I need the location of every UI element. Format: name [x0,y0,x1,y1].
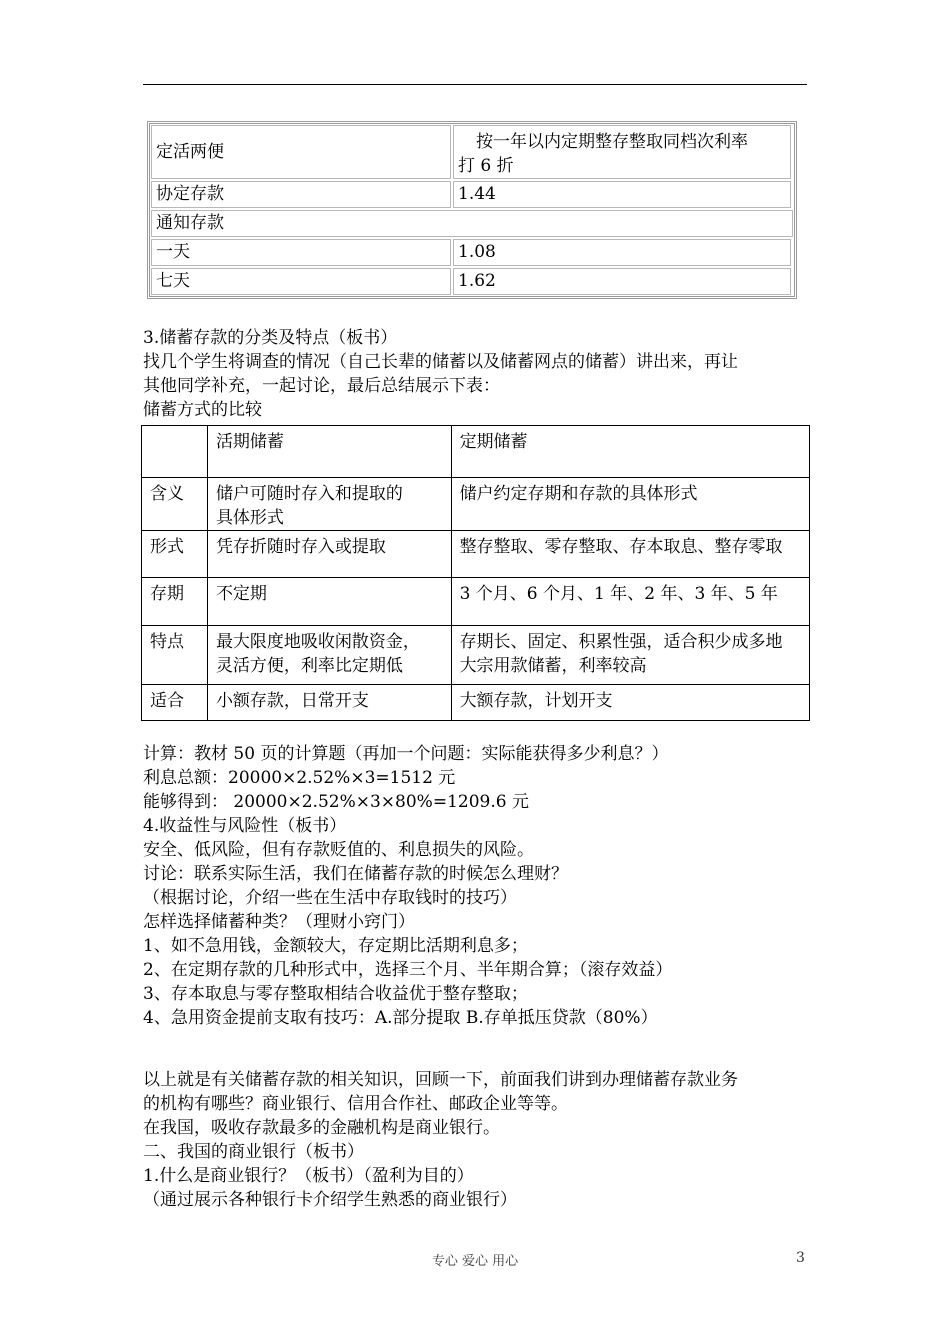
row-label: 存期 [142,578,208,626]
cell-line: 存期长、固定、积累性强，适合积少成多地 [459,632,783,652]
paragraph-line: 的机构有哪些？商业银行、信用合作社、邮政企业等等。 [143,1094,568,1114]
row-label: 特点 [142,626,208,685]
paragraph-line: 利息总额：20000×2.52%×3=1512 元 [143,768,456,788]
rate-row [150,267,794,296]
table-row [142,478,810,531]
table-row [142,626,810,685]
table-row [142,531,810,578]
cell-current [207,626,451,685]
footer-motto: 专心 爱心 用心 [431,1254,519,1269]
rate-value: 1.08 [453,239,791,266]
paragraph-line: 找几个学生将调查的情况（自己长辈的储蓄以及储蓄网点的储蓄）讲出来，再让 [143,352,738,372]
interest-rate-table [147,121,797,299]
rate-label: 协定存款 [151,181,451,208]
section3-text [143,326,813,422]
cell-line: 灵活方便，利率比定期低 [215,656,403,676]
paragraph-line: （通过展示各种银行卡介绍学生熟悉的商业银行） [143,1190,517,1210]
section-heading: 4.收益性与风险性（板书） [143,816,347,836]
page-number: 3 [796,1250,805,1266]
rate-row [150,180,794,209]
rate-row [150,209,794,238]
paragraph-line: 其他同学补充，一起讨论，最后总结展示下表： [143,376,500,396]
rate-label: 一天 [151,239,451,266]
cell-fixed: 整存整取、零存整取、存本取息、整存零取 [451,531,809,578]
rate-value: 1.62 [453,268,791,295]
rate-value [453,125,791,179]
cell-line: 储户可随时存入和提取的 [215,484,403,504]
header-cell: 活期储蓄 [207,426,451,478]
cell-fixed: 大额存款，计划开支 [451,685,809,721]
rate-value-line: 打 6 折 [458,156,514,176]
section-heading: 1.什么是商业银行？（板书）（盈利为目的） [143,1166,474,1186]
cell-fixed: 3 个月、6 个月、1 年、2 年、3 年、5 年 [451,578,809,626]
row-label: 适合 [142,685,208,721]
row-label: 形式 [142,531,208,578]
rate-label: 通知存款 [151,210,793,237]
table-row [142,578,810,626]
cell-current: 小额存款，日常开支 [207,685,451,721]
cell-current: 不定期 [207,578,451,626]
cell-line: 具体形式 [215,508,284,528]
paragraph-line: 怎样选择储蓄种类？（理财小窍门） [143,912,415,932]
cell-fixed [451,626,809,685]
cell-fixed: 储户约定存期和存款的具体形式 [451,478,809,531]
header-cell: 定期储蓄 [451,426,809,478]
header-cell [142,426,208,478]
rate-value: 1.44 [453,181,791,208]
paragraph-line: 计算：教材 50 页的计算题（再加一个问题：实际能获得多少利息？） [143,744,669,764]
row-label: 含义 [142,478,208,531]
list-item: 1、如不急用钱，金额较大，存定期比活期利息多； [143,936,528,956]
calculation-text [143,742,813,1030]
header-rule [143,84,807,85]
table-row [142,685,810,721]
section-heading: 3.储蓄存款的分类及特点（板书） [143,328,398,348]
rate-row [150,124,794,180]
rate-label: 定活两便 [151,125,451,179]
paragraph-line: 以上就是有关储蓄存款的相关知识，回顾一下，前面我们讲到办理储蓄存款业务 [143,1070,738,1090]
cell-current [207,478,451,531]
savings-comparison-table [141,425,810,721]
cell-line: 大宗用款储蓄，利率较高 [459,656,647,676]
closing-text [143,1068,813,1212]
rate-value-line: 按一年以内定期整存整取同档次利率 [476,132,748,152]
cell-line: 最大限度地吸收闲散资金， [215,632,420,652]
paragraph-line: 在我国，吸收存款最多的金融机构是商业银行。 [143,1118,500,1138]
cell-current: 凭存折随时存入或提取 [207,531,451,578]
list-item: 3、存本取息与零存整取相结合收益优于整存整取； [143,984,528,1004]
paragraph-line: 讨论：联系实际生活，我们在储蓄存款的时候怎么理财？ [143,864,568,884]
list-item: 4、急用资金提前支取有技巧：A.部分提取 B.存单抵压贷款（80%） [143,1008,658,1028]
paragraph-line: （根据讨论，介绍一些在生活中存取钱时的技巧） [143,888,517,908]
table-caption: 储蓄方式的比较 [143,400,262,420]
section-heading: 二、我国的商业银行（板书） [143,1142,364,1162]
table-header-row [142,426,810,478]
rate-label: 七天 [151,268,451,295]
paragraph-line: 安全、低风险，但有存款贬值的、利息损失的风险。 [143,840,534,860]
paragraph-line: 能够得到： 20000×2.52%×3×80%=1209.6 元 [143,792,529,812]
list-item: 2、在定期存款的几种形式中，选择三个月、半年期合算；（滚存效益） [143,960,673,980]
rate-row [150,238,794,267]
